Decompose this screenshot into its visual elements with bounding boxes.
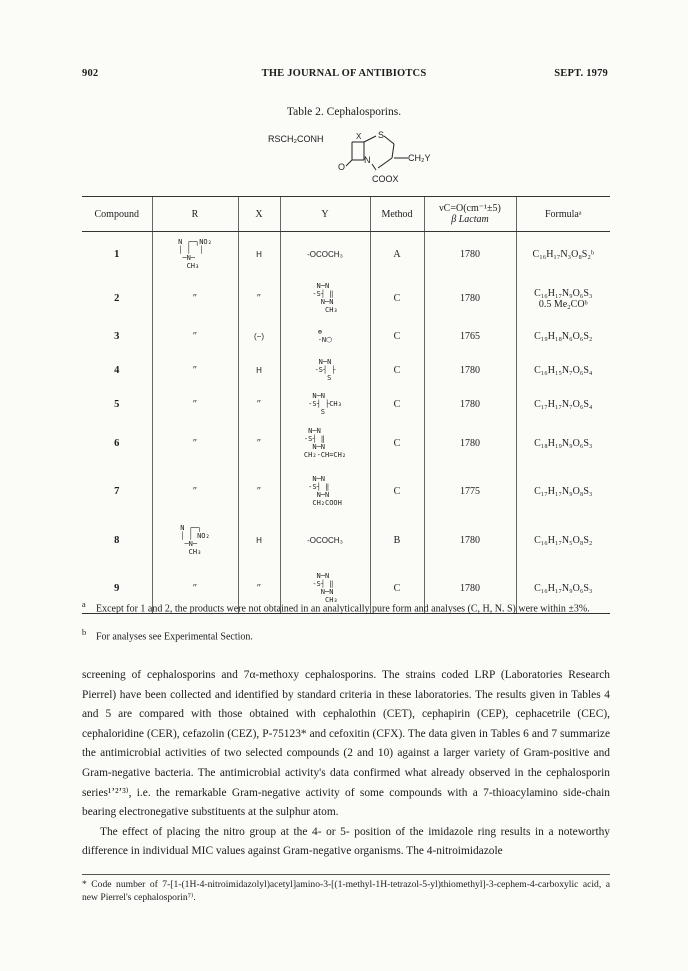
- x-cell: (−): [238, 320, 280, 354]
- ring-s-label: S: [378, 130, 385, 140]
- r-cell: ″: [152, 278, 238, 320]
- method-cell: C: [370, 278, 424, 320]
- col-ir: [424, 197, 516, 232]
- method-cell: C: [370, 422, 424, 466]
- compound-cell: 4: [114, 365, 120, 376]
- x-cell: ″: [238, 564, 280, 614]
- r-cell: ″: [152, 466, 238, 518]
- table-row: [82, 466, 610, 518]
- page-footnote: * Code number of 7-[1-(1H-4-nitroimidazolyl)acetyl]amino-3-[(1-methyl-1H-tetrazol-5-yl)thiomethyl]-3-cephem-4-carboxylic acid, a new Pierrel's cephalosporin⁷⁾.: [82, 879, 610, 903]
- note-b-text: For analyses see Experimental Section.: [96, 631, 253, 643]
- nitroimidazole-structure: N ┌─┐NO₂ │ │ │ ─N─ CH₃: [178, 238, 212, 271]
- col-x: X: [238, 197, 280, 232]
- body-text: [82, 666, 610, 862]
- formula-cell: C₁₈H₁₉N₉O₆S₃: [516, 422, 610, 466]
- compound-cell: 5: [114, 399, 120, 410]
- table-row: [82, 388, 610, 422]
- body-paragraph-2: The effect of placing the nitro group at the 4- or 5- position of the imidazole ring results in a noteworthy difference in individual MIC values against Gram-negative organisms. The 4-nitroimidazole: [82, 825, 610, 858]
- ir-cell: 1780: [424, 518, 516, 564]
- table-note-a: [82, 598, 610, 616]
- note-a-mark: a: [82, 600, 86, 609]
- y-structure-cell: [280, 422, 370, 466]
- allyltetrazole-thio-structure: N─N -S┤ ‖ N─N CH₂-CH=CH₂: [303, 427, 347, 459]
- col-y: Y: [280, 197, 370, 232]
- formula-cell: C₁₇H₁₇N₇O₆S₄: [516, 388, 610, 422]
- thiadiazole-thio-structure: N─N -S┤ ├ S: [314, 358, 336, 382]
- 4-nitroimidazole-structure: N ┌─┐ │ │ NO₂ ─N─ CH₃: [180, 524, 210, 556]
- y-structure-cell: [280, 278, 370, 320]
- r-cell: ″: [152, 354, 238, 388]
- ir-cell: 1780: [424, 354, 516, 388]
- pyridinium-structure: ⊕ -N⬡: [317, 328, 333, 344]
- r-cell: ″: [152, 388, 238, 422]
- ir-cell: 1780: [424, 278, 516, 320]
- coox-label: COOX: [372, 174, 399, 184]
- x-cell: H: [238, 354, 280, 388]
- compound-cell: 3: [114, 331, 120, 342]
- y-structure-cell: [280, 320, 370, 354]
- formula-line1: C₁₆H₁₇N₉O₆S₃: [534, 287, 593, 299]
- table-note-b: [82, 626, 610, 644]
- carboxymethyltetrazole-thio-structure: N─N -S┤ ‖ N─N CH₂COOH: [308, 475, 342, 507]
- method-cell: C: [370, 564, 424, 614]
- col-formula: Formulaᵃ: [516, 197, 610, 232]
- method-cell: C: [370, 354, 424, 388]
- cephem-structure: [268, 128, 438, 190]
- r-cell: ″: [152, 564, 238, 614]
- table-row: [82, 518, 610, 564]
- footnote-divider: [82, 874, 610, 875]
- y-structure-cell: [280, 354, 370, 388]
- formula-cell: C₁₆H₁₇N₅O₈S₂: [516, 518, 610, 564]
- compound-cell: 9: [82, 564, 152, 614]
- ring-x-label: X: [356, 132, 362, 141]
- ring-n-label: N: [364, 155, 371, 165]
- methylthiadiazole-thio-structure: N─N -S┤ ├CH₃ S: [308, 392, 342, 416]
- ch2y-label: CH₂Y: [408, 153, 431, 163]
- y-structure-cell: [280, 388, 370, 422]
- ring-o-label: O: [338, 162, 346, 172]
- x-cell: H: [238, 232, 280, 278]
- table-caption: Table 2. Cephalosporins.: [286, 106, 402, 118]
- table-row: [82, 320, 610, 354]
- col-ir-line2: β Lactam: [451, 214, 489, 225]
- method-cell: C: [370, 466, 424, 518]
- formula-cell: C₁₆H₁₇N₉O₆S₃: [516, 564, 610, 614]
- compound-cell: 2: [114, 293, 120, 304]
- ir-cell: 1780: [424, 388, 516, 422]
- issue-date: SEPT. 1979: [554, 68, 608, 79]
- methyltetrazole-thio-structure: N─N -S┤ ‖ N─N CH₃: [312, 282, 338, 314]
- col-ir-line1: νC=O(cm⁻¹±5): [439, 203, 501, 214]
- ir-cell: 1780: [424, 232, 516, 278]
- method-cell: B: [370, 518, 424, 564]
- body-paragraph-1: screening of cephalosporins and 7α-methoxy cephalosporins. The strains coded LRP (Laboratories Research Pierrel) have been collected and identified by standard criteria in these laboratories. The results given in Tables 4 and 5 are compared with those obtained with cephalothin (CET), cephapirin (CEP), cephacetrile (CEC), cephaloridine (CER), cefazolin (CEZ), P-75123* and cefoxitin (CFX). The data given in Tables 6 and 7 summarize the antimicrobial activities of two selected compounds (2 and 10) against a larger variety of Gram-positive and Gram-negative bacteria. The antimicrobial activity's data confirmed what already observed in the cephalosporin series¹ʼ²ʼ³⁾, i.e. the remarkable Gram-negative activity of some compounds with a 7-thioacylamino side-chain bearing electronegative substituents at the sulphur atom.: [82, 669, 610, 819]
- table-row: [82, 422, 610, 466]
- ir-cell: 1780: [424, 422, 516, 466]
- x-cell: ″: [238, 278, 280, 320]
- table-row: [82, 278, 610, 320]
- formula-cell: C₁₉H₁₈N₆O₆S₂: [516, 320, 610, 354]
- method-cell: C: [370, 388, 424, 422]
- y-cell: -OCOCH₃: [280, 518, 370, 564]
- compound-cell: 8: [114, 535, 120, 546]
- note-b-mark: b: [82, 628, 87, 637]
- cephalosporins-table: [82, 196, 610, 614]
- r-structure-cell: [152, 232, 238, 278]
- table-row: [82, 354, 610, 388]
- method-cell: A: [370, 232, 424, 278]
- formula-cell: [516, 278, 610, 320]
- y-structure-cell: [280, 466, 370, 518]
- formula-cell: C₁₇H₁₇N₉O₈S₃: [516, 466, 610, 518]
- method-cell: C: [370, 320, 424, 354]
- compound-cell: 1: [114, 249, 120, 261]
- r-cell: ″: [152, 422, 238, 466]
- col-compound: Compound: [82, 197, 152, 232]
- side-chain-label: RSCH₂CONH: [268, 134, 324, 144]
- r-cell: ″: [152, 320, 238, 354]
- x-cell: ″: [238, 388, 280, 422]
- ir-cell: 1775: [424, 466, 516, 518]
- compound-cell: 6: [114, 438, 120, 449]
- table-row: [82, 232, 610, 278]
- x-cell: H: [238, 518, 280, 564]
- col-r: R: [152, 197, 238, 232]
- methyltetrazole-thio-structure: N─N -S┤ ‖ N─N CH₃: [312, 571, 338, 604]
- y-cell: -OCOCH₃: [280, 232, 370, 278]
- compound-cell: 7: [114, 486, 120, 497]
- table-header-row: [82, 197, 610, 232]
- x-cell: ″: [238, 422, 280, 466]
- journal-title: THE JOURNAL OF ANTIBIOTCS: [261, 68, 427, 79]
- page-number: 902: [82, 68, 99, 79]
- r-structure-cell: [152, 518, 238, 564]
- ir-cell: 1765: [424, 320, 516, 354]
- note-a-text: Except for 1 and 2, the products were not obtained in an analytically pure form and analyses (C, H, N. S) were within ±3%.: [96, 603, 590, 615]
- x-cell: ″: [238, 466, 280, 518]
- formula-cell: C₁₆H₁₇N₃O₈S₂ᵇ: [516, 232, 610, 278]
- ir-cell: 1780: [424, 564, 516, 614]
- formula-line2: 0.5 Me₂COᵇ: [538, 298, 588, 310]
- formula-cell: C₁₆H₁₅N₇O₆S₄: [516, 354, 610, 388]
- col-method: Method: [370, 197, 424, 232]
